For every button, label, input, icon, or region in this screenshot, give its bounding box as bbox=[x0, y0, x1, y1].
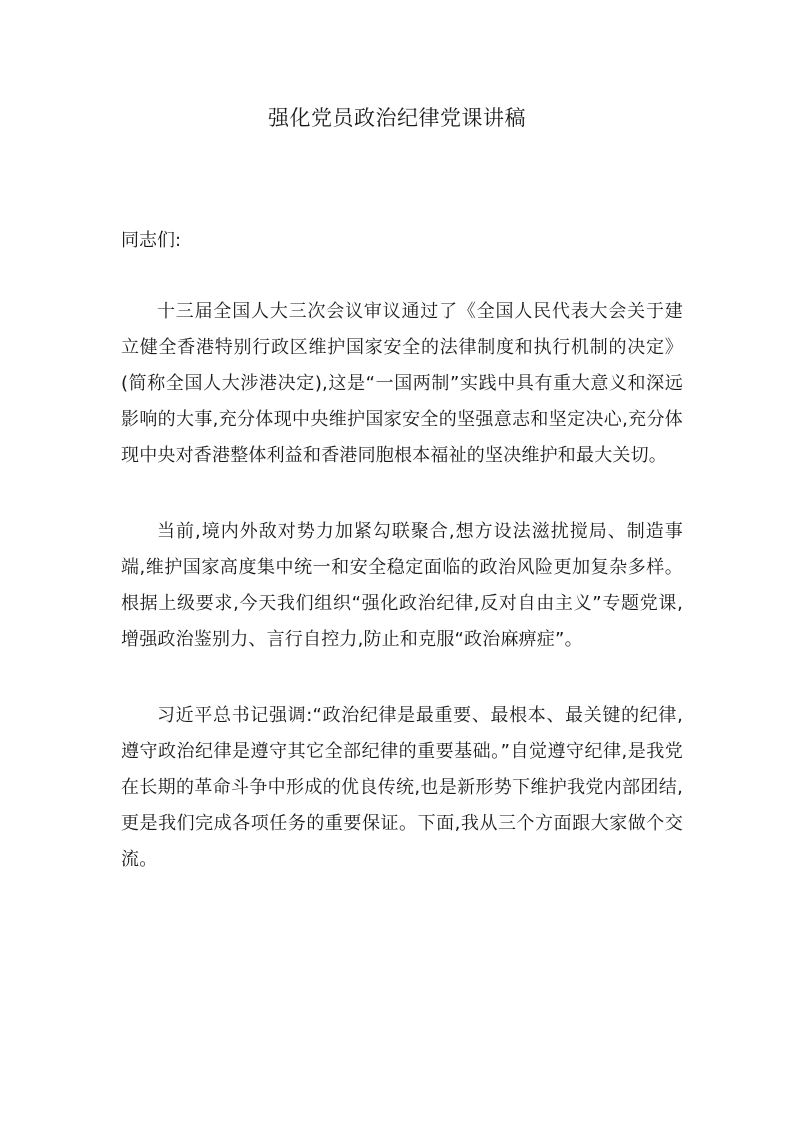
document-body bbox=[121, 226, 683, 878]
paragraph-3: 习近平总书记强调:“政治纪律是最重要、最根本、最关键的纪律,遵守政治纪律是遵守其它全部纪律的重要基础。”自觉遵守纪律,是我党在长期的革命斗争中形成的优良传统,也是新形势下维护我党内部团结,更是我们完成各项任务的重要保证。下面,我从三个方面跟大家做个交流。 bbox=[121, 705, 683, 870]
paragraph-1: 十三届全国人大三次会议审议通过了《全国人民代表大会关于建立健全香港特别行政区维护国家安全的法律制度和执行机制的决定》(简称全国人大涉港决定),这是“一国两制”实践中具有重大意义和深远影响的大事,充分体现中央维护国家安全的坚强意志和坚定决心,充分体现中央对香港整体利益和香港同胞根本福祉的坚决维护和最大关切。 bbox=[121, 301, 683, 466]
document-title: 强化党员政治纪律党课讲稿 bbox=[268, 106, 526, 130]
paragraph-2: 当前,境内外敌对势力加紧勾联聚合,想方设法滋扰搅局、制造事端,维护国家高度集中统一和安全稳定面临的政治风险更加复杂多样。根据上级要求,今天我们组织“强化政治纪律,反对自由主义”专题党课,增强政治鉴别力、言行自控力,防止和克服“政治麻痹症”。 bbox=[121, 521, 683, 650]
salutation: 同志们: bbox=[121, 230, 182, 251]
